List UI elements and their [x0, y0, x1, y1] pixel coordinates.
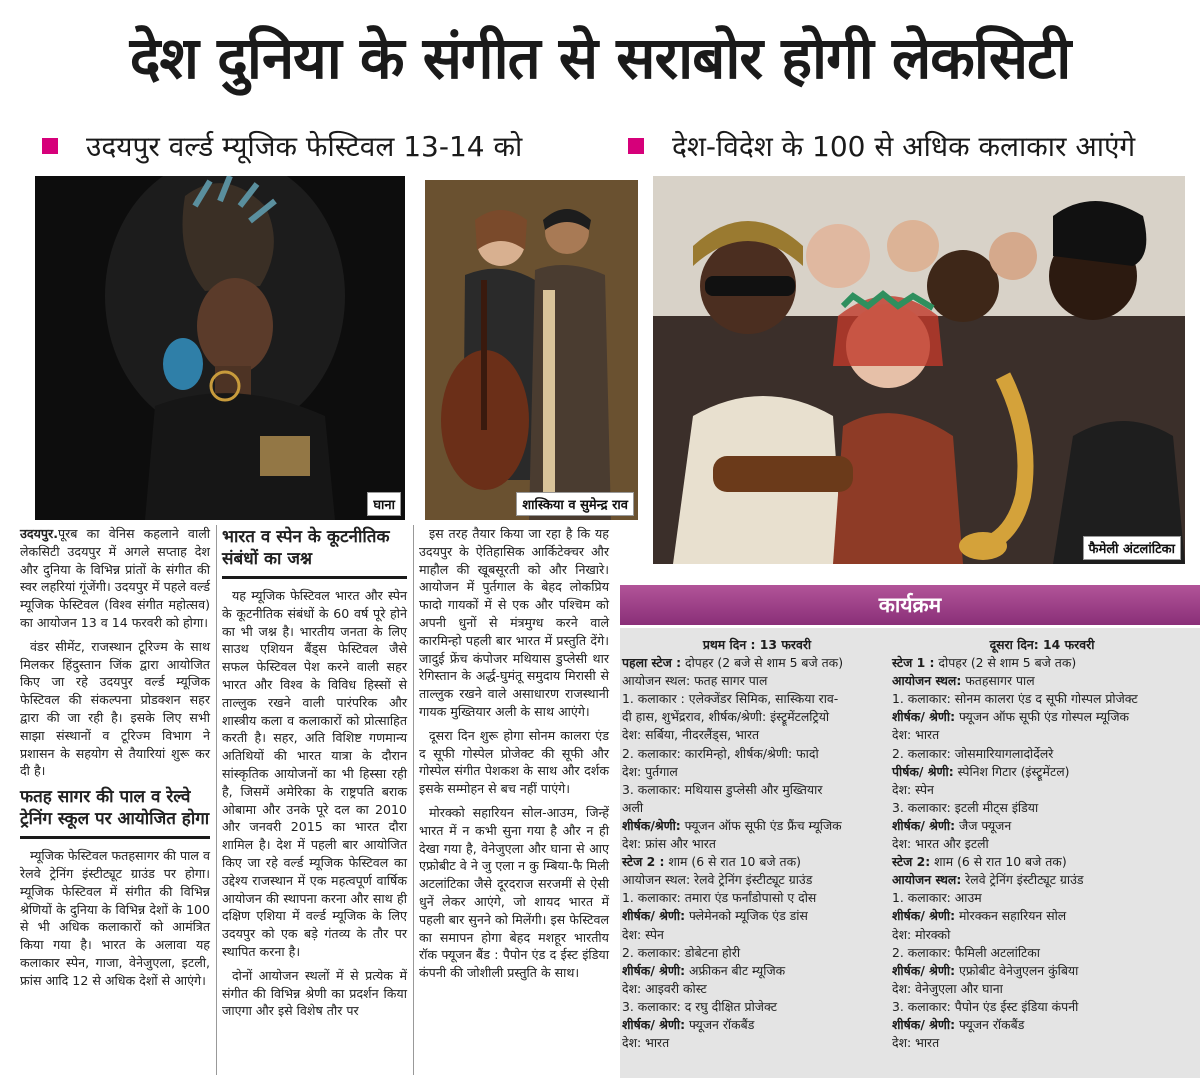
program-line-label: शीर्षक/ श्रेणी: [622, 962, 686, 978]
program-line [892, 781, 1192, 799]
program-line-label: आयोजन स्थल: [892, 872, 962, 888]
program-line-text: 1. कलाकार: आउम [892, 890, 982, 906]
program-line-text: दोपहर (2 बजे से शाम 5 बजे तक) [681, 655, 844, 671]
program-line-text: देश: भारत और इटली [892, 836, 989, 852]
program-line [892, 889, 1192, 907]
article-paragraph: दोनों आयोजन स्थलों में से प्रत्येक में संगीत की विभिन्न श्रेणी का प्रदर्शन किया जाएगा और इसे विशेष तौर पर [222, 967, 407, 1019]
program-line-text: फ्यूजन रॉकबैंड [955, 1016, 1025, 1032]
pink-bullet-icon [42, 138, 58, 154]
dateline: उदयपुर. [20, 526, 58, 541]
program-line [892, 962, 1192, 980]
program-line [622, 962, 892, 980]
program-line-label: आयोजन स्थल: [892, 673, 962, 689]
program-line-text: स्पेनिश गिटार (इंस्ट्रूमेंटल) [953, 763, 1070, 779]
program-line [622, 853, 892, 871]
program-line-text: 3. कलाकार: द रघु दीक्षित प्रोजेक्ट [622, 998, 777, 1014]
column-divider [216, 525, 217, 1075]
program-line [892, 690, 1192, 708]
headline: देश दुनिया के संगीत से सराबोर होगी लेकसिटी [129, 24, 1071, 92]
column-divider [413, 525, 414, 1075]
program-line-label: शीर्षक/ श्रेणी: [622, 908, 686, 924]
subhead-right-text: देश-विदेश के 100 से अधिक कलाकार आएंगे [672, 130, 1136, 163]
program-line-text: 1. कलाकार : एलेक्जेंडर सिमिक, सास्किया राव- [622, 691, 839, 707]
program-line-text: 3. कलाकार: मथियास डुप्लेसी और मुख्तियार [622, 781, 823, 797]
subhead-left [42, 126, 522, 166]
program-line [892, 1016, 1192, 1034]
program-line [892, 944, 1192, 962]
program-line [622, 1016, 892, 1034]
article-paragraph: म्यूजिक फेस्टिवल फतहसागर की पाल व रेलवे ट्रेनिंग इंस्टीट्यूट ग्राउंड पर होगा। म्यूजिक फेस्टिवल में संगीत की विभिन्न श्रेणियों के दुनिया के विभिन्न देशों के 100 से भी अधिक कलाकारों को आमंत्रित किया गया है। भारत के अलावा यह कलाकार स्पेन, गाजा, वेनेजुएला, इटली, फ्रांस आदि 12 से अधिक देशों से आएंगे। [20, 848, 210, 988]
program-line-label: स्टेज 1 : [892, 655, 935, 671]
subhead-left-text: उदयपुर वर्ल्ड म्यूजिक फेस्टिवल 13-14 को [86, 130, 523, 163]
program-line [622, 799, 892, 817]
program-line-text: देश: वेनेजुएला और घाना [892, 980, 1003, 996]
program-line-text: फतहसागर पाल [961, 673, 1035, 689]
program-line [622, 871, 892, 889]
program-line [892, 799, 1192, 817]
photo-family-atlantica [653, 176, 1185, 564]
program-line-text: आयोजन स्थल: फतह सागर पाल [622, 673, 768, 689]
program-line-text: अफ्रीकन बीट म्यूजिक [685, 962, 786, 978]
article-paragraph: वंडर सीमेंट, राजस्थान टूरिज्म के साथ मिलकर हिंदुस्तान जिंक द्वारा आयोजित किए जा रहे उदयपुर वर्ल्ड म्यूजिक फेस्टिवल की संकल्पना प्रोडक्शन सहर द्वारा की जा रही है। इसके लिए सभी साझा संस्थानों व टूरिज्म विभाग ने प्रशासन के सहयोग से तैयारियां शुरू कर दी है। [20, 638, 210, 779]
program-line-text: दोपहर (2 से शाम 5 बजे तक) [934, 655, 1077, 671]
program-line [892, 708, 1192, 726]
program-line [622, 690, 892, 708]
program-line [892, 853, 1192, 871]
program-line-text: दी हास, शुभेंद्रराव, शीर्षक/श्रेणी: इंस्ट्रूमेंटलट्रियो [622, 709, 830, 725]
program-box [620, 628, 1200, 1078]
program-line-text: फ्यूजन ऑफ सूफी एंड फ्रैंच म्यूजिक [680, 817, 842, 833]
program-line [622, 745, 892, 763]
program-line-label: शीर्षक/ श्रेणी: [892, 817, 956, 833]
program-line [622, 763, 892, 781]
program-line-text: देश: भारत [892, 1035, 940, 1051]
program-line-text: देश: स्पेन [892, 781, 934, 797]
program-line-text: फ्यूजन रॉकबैंड [685, 1016, 755, 1032]
program-line-text: 1. कलाकार: सोनम कालरा एंड द सूफी गोस्पल प्रोजेक्ट [892, 691, 1138, 707]
program-line [892, 926, 1192, 944]
photo-caption: फैमेली अंटलांटिका [1083, 536, 1181, 560]
program-line [892, 817, 1192, 835]
program-line-text: 2. कलाकार: डोबेटना होरी [622, 944, 741, 960]
program-line-label: पहला स्टेज : [622, 655, 682, 671]
program-line-text: मोरक्कन सहारियन सोल [955, 908, 1067, 924]
program-banner: कार्यक्रम [620, 585, 1200, 625]
program-line [892, 907, 1192, 925]
program-line-text: आयोजन स्थल: रेलवे ट्रेनिंग इंस्टीट्यूट ग्राउंड [622, 872, 813, 888]
program-line [622, 835, 892, 853]
article-paragraph: दूसरा दिन शुरू होगा सोनम कालरा एंड द सूफी गोस्पेल प्रोजेक्ट की सूफी और गोस्पेल संगीत पेशकश के साथ और दर्शक इसके सम्मोहन से बच नहीं पाएंगे। [419, 727, 609, 797]
program-line-label: शीर्षक/ श्रेणी: [892, 1016, 956, 1032]
program-day-title: प्रथम दिन : 13 फरवरी [702, 637, 812, 652]
program-line [622, 926, 892, 944]
program-line [622, 907, 892, 925]
program-line-label: शीर्षक/ श्रेणी: [622, 1016, 686, 1032]
program-line [622, 998, 892, 1016]
program-line [892, 672, 1192, 690]
subhead-right [628, 126, 1135, 166]
program-line [622, 654, 892, 672]
program-line [892, 763, 1192, 781]
program-line [892, 745, 1192, 763]
program-line-label: शीर्षक/ श्रेणी: [892, 962, 956, 978]
program-day-title: दूसरा दिन: 14 फरवरी [989, 637, 1095, 652]
program-line-text: देश: सर्बिया, नीदरलैंड्स, भारत [622, 727, 760, 743]
photo-caption: घाना [367, 492, 401, 516]
section-heading: फतह सागर की पाल व रेल्वे ट्रेनिंग स्कूल पर आयोजित होगा [20, 786, 210, 839]
program-line [622, 944, 892, 962]
pink-bullet-icon [628, 138, 644, 154]
program-line-text: देश: मोरक्को [892, 926, 951, 942]
program-line-text: देश: स्पेन [622, 926, 664, 942]
program-line [892, 871, 1192, 889]
program-line-text: फ्लेमेनको म्यूजिक एंड डांस [685, 908, 808, 924]
program-line-text: फ्यूजन ऑफ सूफी एंड गोस्पल म्यूजिक [955, 709, 1130, 725]
section-heading: भारत व स्पेन के कूटनीतिक संबंधों का जश्न [222, 526, 407, 579]
article-column-2 [222, 522, 407, 1026]
program-line [892, 1034, 1192, 1052]
program-line [622, 817, 892, 835]
program-line [892, 835, 1192, 853]
program-line-text: एफ्रोबीट वेनेजुएलन कुंबिया [955, 962, 1079, 978]
program-line-text: 1. कलाकार: तमारा एंड फर्नांडोपासो ए दोस [622, 890, 817, 906]
article-column-1 [20, 525, 210, 996]
program-line-text: 2. कलाकार: कारमिन्हो, शीर्षक/श्रेणी: फादो [622, 745, 819, 761]
program-line [622, 726, 892, 744]
photo-saskia-rao [425, 180, 638, 520]
article-paragraph: मोरक्को सहारियन सोल-आउम, जिन्हें भारत में न कभी सुना गया है और न ही देखा गया है, वेनेजुएला और घाना से आए एफ्रोबीट वे ने जु एला न कु म्बिया-फै मिली अटलांटिका जैसे दूरदराज सरजमीं से ऐसी धुनें लेकर आएंगे, जो शायद भारत में पहली बार सुनने को मिलेंगी। इस फेस्टिवल का समापन होगा बेहद मशहूर भारतीय रॉक फ्यूजन बैंड : पैपोन एंड द ईस्ट इंडिया कंपनी की जोशीली प्रस्तुति के साथ। [419, 804, 609, 981]
program-line [622, 1034, 892, 1052]
program-line [622, 781, 892, 799]
program-day-2 [892, 636, 1192, 1052]
program-line [892, 998, 1192, 1016]
program-line-label: शीर्षक/ श्रेणी: [892, 709, 956, 725]
program-line-label: पीर्षक/ श्रेणी: [892, 763, 954, 779]
program-line-text: देश: पुर्तगाल [622, 763, 678, 779]
program-line-text: शाम (6 से रात 10 बजे तक) [930, 854, 1067, 870]
program-line [622, 708, 892, 726]
program-line-text: रेलवे ट्रेनिंग इंस्टीट्यूट ग्राउंड [961, 872, 1084, 888]
program-line-label: स्टेज 2 : [622, 854, 665, 870]
program-line [892, 980, 1192, 998]
program-line-text: 3. कलाकार: पैपोन एंड ईस्ट इंडिया कंपनी [892, 998, 1079, 1014]
program-line [622, 672, 892, 690]
program-line-text: देश: फ्रांस और भारत [622, 836, 716, 852]
article-column-3 [419, 525, 609, 988]
program-line-text: 2. कलाकार: फैमिली अटलांटिका [892, 944, 1041, 960]
program-line [622, 889, 892, 907]
program-line-label: शीर्षक/ श्रेणी: [892, 908, 956, 924]
article-paragraph: यह म्यूजिक फेस्टिवल भारत और स्पेन के कूटनीतिक संबंधों के 60 वर्ष पूरे होने का भी जश्न है। भारतीय जनता के लिए साउथ एशियन बैंड्स फेस्टिवल जैसे सफल फेस्टिवल पेश करने वाली सहर भारत और विश्व के विविध हिस्सों से ताल्लुक रखने वाली पारंपरिक और शास्त्रीय कला व कलाकारों को प्रोत्साहित करती है। सहर, अति विशिष्ट गणमान्य अतिथियों की भारत यात्रा के दौरान सांस्कृतिक आयोजनों का भी हिस्सा रही है, जिसमें अमेरिका के राष्ट्रपति बराक ओबामा और उनके पूरे दल का 2010 और जनवरी 2015 का भारत दौरा शामिल है। देश में पहली बार आयोजित किए जा रहे वर्ल्ड म्यूजिक फेस्टिवल का उद्देश्य राजस्थान में एक महत्वपूर्ण वार्षिक आयोजन की स्थापना करना और साथ ही दक्षिण एशिया में वर्ल्ड म्यूजिक के लिए उदयपुर को एक बड़े गंतव्य के तौर पर स्थापित करना है। [222, 588, 407, 959]
program-line-text: देश: आइवरी कोस्ट [622, 980, 707, 996]
program-line-text: अली [622, 799, 644, 815]
program-line-text: जैज फ्यूजन [955, 817, 1012, 833]
program-line-text: देश: भारत [622, 1035, 670, 1051]
program-line-text: शाम (6 से रात 10 बजे तक) [664, 854, 801, 870]
program-line-text: देश: भारत [892, 727, 940, 743]
article-paragraph: इस तरह तैयार किया जा रहा है कि यह उदयपुर के ऐतिहासिक आर्किटेक्चर और माहौल की खूबसूरती को और निखारे। आयोजन में पुर्तगाल के बेहद लोकप्रिय फादो गायकों में से एक और पश्चिम को अपनी धुनों से मंत्रमुग्ध करने वाले कारमिन्हो पहली बार भारत में प्रस्तुति देंगे। जादुई फ्रेंच कंपोजर मथियास डुप्लेसी थार रेगिस्तान के अर्द्ध-घुमंतू समुदाय मिरासी से ताल्लुक रखने वाले असाधारण राजस्थानी गायक मुख्तियार अली के साथ आएंगे। [419, 526, 609, 719]
program-line [622, 980, 892, 998]
program-line-text: 3. कलाकार: इटली मीट्स इंडिया [892, 799, 1039, 815]
program-line [892, 726, 1192, 744]
program-line-label: स्टेज 2: [892, 854, 931, 870]
photo-caption: शास्किया व सुमेन्द्र राव [516, 492, 634, 516]
photo-ghana [35, 176, 405, 520]
program-line-text: 2. कलाकार: जोसमारियागलादोर्देलरे [892, 745, 1054, 761]
article-paragraph: उदयपुर.पूरब का वेनिस कहलाने वाली लेकसिटी उदयपुर में अगले सप्ताह देश और दुनिया के विभिन्न प्रांतों के संगीत की स्वर लहरियां गूंजेंगी। उदयपुर में पहले वर्ल्ड म्यूजिक फेस्टिवल (विश्व संगीत महोत्सव) का आयोजन 13 व 14 फरवरी को होगा। [20, 526, 210, 630]
program-day-1 [622, 636, 892, 1052]
program-line [892, 654, 1192, 672]
program-line-label: शीर्षक/श्रेणी: [622, 817, 681, 833]
